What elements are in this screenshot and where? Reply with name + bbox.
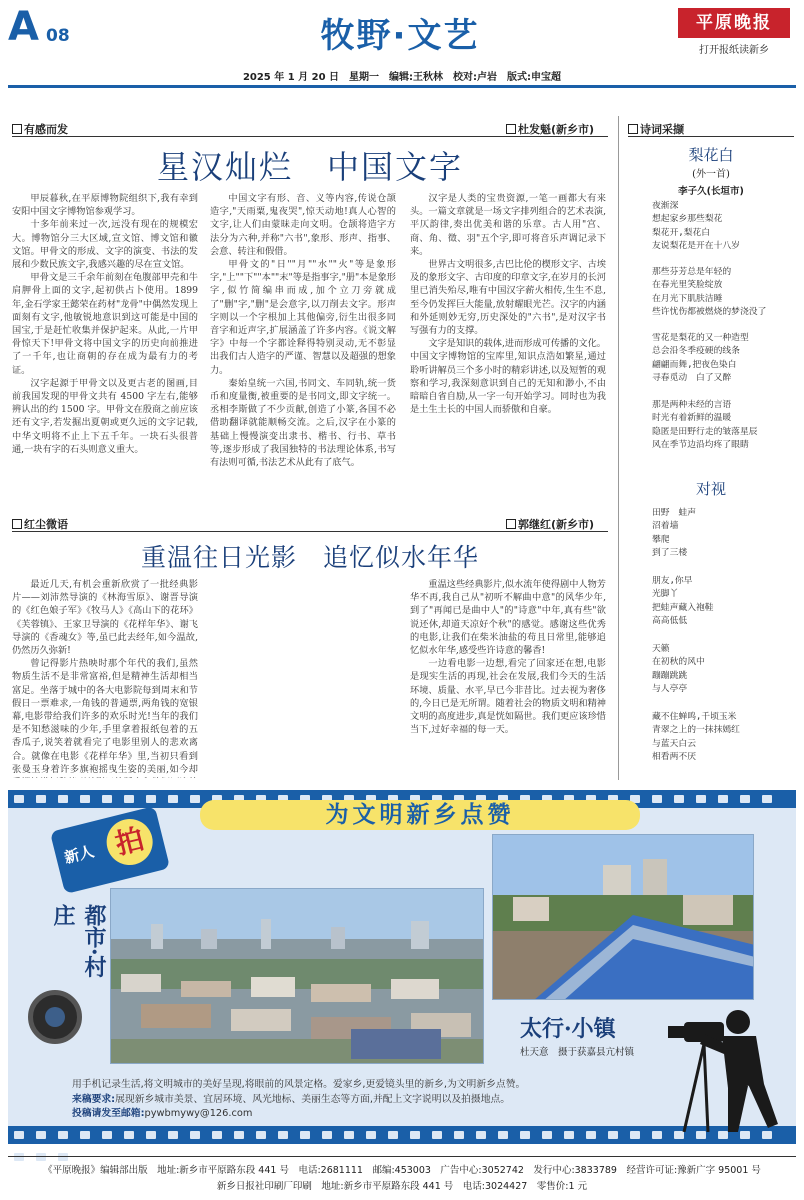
poem1-stanza-1: 夜渐深 想起家乡那些梨花 梨花开,梨花白 友说梨花是开在十八岁 xyxy=(652,201,740,252)
banner-intro: 用手机记录生活,将文明城市的美好呈现,将眼前的风景定格。爱家乡,更爱镜头里的新乡,为文明新乡点赞。 xyxy=(72,1079,526,1090)
poem-column-divider xyxy=(618,116,619,780)
article1-byline: 杜发魁(新乡市) xyxy=(506,121,594,137)
banner-title: 为文明新乡点赞 xyxy=(200,800,640,830)
article1-title: 星汉灿烂 中国文字 xyxy=(156,148,463,186)
photographer-icon xyxy=(664,1004,782,1132)
newspaper-slogan: 打开报纸读新乡 xyxy=(699,45,769,56)
article1-col-1: 甲辰暮秋,在平原博物院组织下,我有幸到安阳中国文字博物馆参观学习。 十多年前来过一次,远没有现在的规模宏大。博物馆分三大区域,宣文馆、博文馆和徽文馆。甲骨文的形成、文字的演变、书法的发展和少数民族文字,我感兴趣的尽在宣文馆。 甲骨文是三千余年前刻在龟腹部甲壳和牛肩胛骨上面的文字,起初供占卜使用。1899 年,金石学家王懿荣在药材"龙骨"中偶然发现上面刻有文字,他敏锐地意识到这可能是中国的国宝,于是赶忙收集并保护起来。从此,一片甲骨惊天下!甲骨文将中国文字的历史向前推进了一千年,也让商朝的存在成为最有力的考证。 汉字起源于甲骨文以及更古老的图画,目前我国发现的甲骨文共有 4500 字左右,能够辨认出的约 1500 字。甲骨文在殷商之前应该还有文字,若发掘出夏朝或更久远的文字记载,中华文明将不止上下五千年。一块石头很普通,一块有字的石头则意义重大。 xyxy=(12,193,198,455)
article2-col-2 xyxy=(210,578,396,778)
page-letter: A xyxy=(8,4,37,50)
poem2-stanza-3: 天籁 在初秋的风中 蹦蹦跳跳 与人亭亭 xyxy=(652,644,705,695)
photo1-caption: 都市·村庄 xyxy=(50,904,107,978)
article2-column-label: 红尘微语 xyxy=(12,516,68,532)
poems-column-label: 诗词采撷 xyxy=(628,121,684,137)
section-title: 牧野·文艺 xyxy=(320,16,480,56)
article2-col-1: 最近几天,有机会重新欣赏了一批经典影片——刘沛然导演的《林海雪原》、谢晋导演的《红色娘子军》《牧马人》《高山下的花环》《芙蓉镇》、王家卫导演的《花样年华》、谢飞导演的《香魂女》等,虽已此去经年,如今温故,仍然历久弥新! 曾记得影片热映时那个年代的我们,虽然物质生活不是非常富裕,但是精神生活却相当富足。坐落于城中的各大电影院每到周末和节假日一票难求,一角钱的普通票,两角钱的宽银幕,电影带给我们许多的欢乐时光!当年的我们是不知愁滋味的少年,手里拿着报纸包着的五香瓜子,说笑着就看完了电影里别人的悲欢离合。就像在电影《花样年华》里,当初只看到张曼玉身着许多旗袍摇曳生姿的美丽,如今却 xyxy=(12,579,198,775)
header-rule xyxy=(8,85,796,88)
footer-line-2: 新乡日报社印刷厂印刷 地址:新乡市平原路东段 441 号 电话:3024427 零售价:1 元 xyxy=(216,1181,588,1192)
poem2-stanza-2: 朋友,你早 光脚丫 把蛙声藏入袍鞋 高高低低 xyxy=(652,576,714,627)
article1-column-label: 有感而发 xyxy=(12,121,68,137)
poem2-stanza-4: 藏不住蝉鸣,千顷玉米 青翠之上的一抹抹嫣红 与蓝天白云 相看两不厌 xyxy=(652,712,740,763)
article1-col-2: 中国文字有形、音、义等内容,传说仓颉造字,"天雨粟,鬼夜哭",惊天动地!真人心智的文字,让人们由蒙昧走向文明。仓颉将造字方法分为六种,并称"六书",象形、形声、指事、会意、转注和假借。 甲骨文的"日""月""水""火"等是象形字,"上""下""本""末"等是指事字,"册"本是象形字,似竹简编串而成,加个立刀旁就成了"删"字,"删"是会意字,以刀削去文字。形声字则以一个字根加上其他偏旁,衍生出很多同音字和近声字,扩展涵盖了许多内容。《说文解字》中每一个字都诠释得特别灵动,无不彰显出我们古人造字的严谨、智慧以及超强的想象力。 秦始皇统一六国,书同文、车同轨,统一货币和度量衡,被重要的是书同文,即文字统一。丞相李斯做了不少贡献,创造了小篆,各国不必借助翻译就能顺畅交流。之后,汉字在小篆的基础上慢慢演变出隶书、楷书、行书、草书等,逐步形成了我国独特的书法理论体系,书写有法则可循,书法艺术从此有了底气。 xyxy=(210,193,396,469)
poem2-stanza-1: 田野 蛙声 沼着墙 攀爬 到了三楼 xyxy=(652,508,696,559)
date-line: 2025 年 1 月 20 日 星期一 编辑:王秋林 校对:卢岩 版式:申宝超 xyxy=(242,72,562,83)
submission-email[interactable]: pywbmywy@126.com xyxy=(144,1108,253,1119)
tag-pai-label: 拍 xyxy=(102,814,158,870)
footer-line-1: 《平原晚报》编辑部出版 地址:新乡市平原路东段 441 号 电话:2681111 邮编:453003 广告中心:3052742 发行中心:3833789 经营许可证:豫新广字 95001 号 xyxy=(43,1165,761,1176)
city-photo-illustration xyxy=(111,889,484,1064)
poem1-subtitle: (外一首) xyxy=(692,169,730,180)
footer-rule xyxy=(8,1156,796,1157)
banner-description xyxy=(72,1078,672,1122)
article1-col-3: 汉字是人类的宝贵资源,一笔一画都大有来头。一篇文章就是一场文字排列组合的艺术表演,平仄韵律,奏出优美和谐的乐章。古人用"宫、商、角、徵、羽"五个字,即可将音乐声调记录下来。 世界古文明很多,古巴比伦的楔形文字、古埃及的象形文字、古印度的印章文字,在岁月的长河里已消失殆尽,唯有中国汉字薪火相传,生生不息,至今仍发挥巨大能量,放射耀眼光芒。汉字的内涵和外延则妙无穷,历史深处的"六书",是对汉字书写强有力的支撑。 文字是知识的载体,进而形成可传播的文化。中国文字博物馆的宝库里,知识点浩如繁星,通过聆听讲解员三个多小时的精彩讲述,以及短暂的观察和学习,我深刻意识到自己的无知和渺小,不由暗暗自省自励,从一字一句开始学习。同时也为我是土生土长的中国人而骄傲和自豪。 xyxy=(410,193,606,416)
photo2-caption: 太行·小镇 xyxy=(520,1016,616,1042)
banner-requirements: 来稿要求:展现新乡城市美景、宜居环境、风光地标、美丽生态等方面,并配上文字说明以及拍摄地点。 xyxy=(72,1093,511,1105)
article1-rule xyxy=(12,136,608,137)
article2-col-3: 重温这些经典影片,似水流年使得剧中人物芳华不再,我自己从"初听不解曲中意"的风华少年,到了"再闻已是曲中人"的"诗意"中年,真有些"欲说还休,却道天凉好个秋"的感觉。感谢这些优秀的电影,让我们在柴米油盐的苟且日常里,能够追忆似水年华,感受些许诗意的馨香! 一边看电影一边想,看完了回家还在想,电影是现实生活的再现,社会在发展,我们今天的生活环境、质量、水平,早已今非昔比。过去视为奢侈的,今日已是无所谓。随着社会的物质文明和精神文明的高度进步,真是恍如隔世。我们更应该珍惜当下,过好幸福的每一天。 xyxy=(410,579,606,736)
banner-submission: 投稿请发至邮箱:pywbmywy@126.com xyxy=(72,1108,253,1119)
poem1-stanza-4: 那是两种未经的言语 时光有着新鲜的温暖 隐匿是田野行走的皱落星辰 风在季节边沿均疼了眼睛 xyxy=(652,400,758,451)
tag-new-label: 新人 xyxy=(62,842,96,867)
article2-rule xyxy=(12,531,608,532)
poem1-stanza-3: 雪花是梨花的又一种造型 总会沿冬季疫硬的线条 翩翩而舞,把夜色染白 寻春觅动 白了又醉 xyxy=(652,333,749,384)
poems-rule xyxy=(628,136,794,137)
article2-byline: 郭继红(新乡市) xyxy=(506,516,594,532)
poem2-title: 对视 xyxy=(695,480,726,498)
article2-title: 重温往日光影 追忆似水年华 xyxy=(140,543,479,572)
poem1-title: 梨花白 xyxy=(688,146,734,164)
photo2-credit: 杜天意 摄于获嘉县亢村镇 xyxy=(520,1047,635,1058)
poem1-stanza-2: 那些芬芳总是年轻的 在春光里笑脸绽放 在月光下肌肤洁睡 些许忧伤都被燃烧的梦浇没了 xyxy=(652,267,767,318)
page-number: 08 xyxy=(46,26,70,46)
poem1-author: 李子久(长垣市) xyxy=(678,186,744,197)
lens-icon xyxy=(28,990,82,1044)
photo-taihang-town xyxy=(492,834,754,1000)
newspaper-logo: 平原晚报 xyxy=(678,8,790,38)
photo-city-village xyxy=(110,888,484,1064)
town-photo-illustration xyxy=(493,835,754,1000)
